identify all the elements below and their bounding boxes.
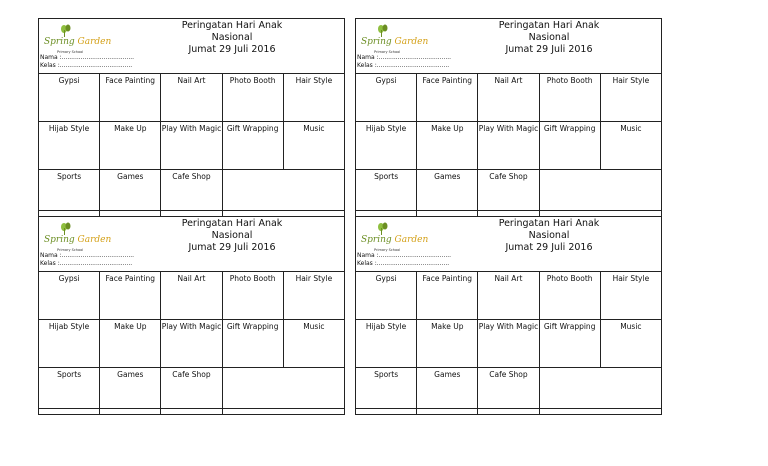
activity-cell: Gift Wrapping [222,122,283,170]
activity-cell: Nail Art [478,74,539,122]
activity-cell: Gift Wrapping [539,122,600,170]
activity-grid [355,73,662,217]
activity-cell: Hijab Style [39,320,100,368]
activity-cell: Cafe Shop [478,368,539,415]
activity-cell: Face Painting [417,272,478,320]
activity-cell: Games [100,368,161,415]
name-field: Nama :...................................... [357,252,452,259]
activity-row [356,368,662,415]
activity-cell: Play With Magic [478,320,539,368]
event-date: Jumat 29 Juli 2016 [505,242,593,253]
activity-cell: Gift Wrapping [539,320,600,368]
activity-cell: Photo Booth [539,272,600,320]
activity-cell: Gypsi [356,272,417,320]
activity-row [39,272,345,320]
brand-word-garden: Garden [394,235,429,245]
activity-row [356,320,662,368]
school-subtitle: Primary School [374,248,401,252]
activity-cell: Games [417,170,478,217]
activity-cell: Play With Magic [478,122,539,170]
event-date: Jumat 29 Juli 2016 [505,44,593,55]
activity-cell: Hijab Style [356,320,417,368]
activity-cell: Face Painting [417,74,478,122]
activity-cell [539,368,661,415]
brand-word-garden: Garden [77,37,112,47]
activity-cell: Play With Magic [161,122,222,170]
event-date: Jumat 29 Juli 2016 [188,242,276,253]
school-subtitle: Primary School [57,248,84,252]
activity-cell: Sports [39,170,100,217]
activity-cell: Photo Booth [539,74,600,122]
activity-cell: Hair Style [600,272,661,320]
logo-brand [361,37,428,47]
activity-grid [355,271,662,415]
brand-word-garden: Garden [77,235,112,245]
voucher-card [38,18,345,211]
logo-brand [44,37,111,47]
brand-word-spring: Spring [44,235,75,245]
activity-cell: Make Up [100,122,161,170]
event-title [479,20,619,56]
activity-cell: Games [417,368,478,415]
card-header [39,217,344,271]
activity-cell: Make Up [100,320,161,368]
class-field: Kelas :...................................... [357,260,450,267]
activity-row [356,170,662,217]
activity-row [356,122,662,170]
leaf-icon [42,23,72,37]
activity-cell: Make Up [417,320,478,368]
activity-cell: Sports [356,170,417,217]
activity-cell: Hair Style [600,74,661,122]
event-title [162,20,302,56]
class-field: Kelas :...................................... [40,62,133,69]
class-field: Kelas :...................................... [357,62,450,69]
activity-cell: Make Up [417,122,478,170]
activity-row [39,320,345,368]
event-date: Jumat 29 Juli 2016 [188,44,276,55]
activity-cell: Hijab Style [356,122,417,170]
activity-cell: Gypsi [39,74,100,122]
activity-cell [222,170,344,217]
logo-brand [44,235,111,245]
activity-cell: Music [283,320,344,368]
activity-cell: Gypsi [39,272,100,320]
activity-cell: Games [100,170,161,217]
activity-cell: Cafe Shop [161,170,222,217]
activity-grid [38,73,345,217]
activity-cell: Cafe Shop [478,170,539,217]
voucher-card [355,216,662,409]
activity-cell [539,170,661,217]
activity-cell: Nail Art [161,74,222,122]
logo-brand [361,235,428,245]
activity-row [356,272,662,320]
activity-grid [38,271,345,415]
activity-row [356,74,662,122]
activity-cell: Cafe Shop [161,368,222,415]
activity-cell: Music [600,122,661,170]
brand-word-spring: Spring [361,235,392,245]
event-title [162,218,302,254]
voucher-card [355,18,662,211]
event-title-line1: Peringatan Hari Anak Nasional [181,20,283,43]
activity-cell [222,368,344,415]
activity-row [39,170,345,217]
event-title [479,218,619,254]
leaf-icon [359,23,389,37]
activity-cell: Hijab Style [39,122,100,170]
leaf-icon [42,221,72,235]
activity-cell: Nail Art [161,272,222,320]
brand-word-spring: Spring [44,37,75,47]
event-title-line1: Peringatan Hari Anak Nasional [498,218,600,241]
brand-word-garden: Garden [394,37,429,47]
name-field: Nama :...................................... [40,252,135,259]
activity-cell: Hair Style [283,74,344,122]
card-header [39,19,344,73]
brand-word-spring: Spring [361,37,392,47]
activity-row [39,368,345,415]
activity-cell: Play With Magic [161,320,222,368]
activity-cell: Gift Wrapping [222,320,283,368]
activity-cell: Face Painting [100,74,161,122]
activity-cell: Face Painting [100,272,161,320]
event-title-line1: Peringatan Hari Anak Nasional [498,20,600,43]
activity-cell: Nail Art [478,272,539,320]
school-subtitle: Primary School [57,50,84,54]
activity-cell: Hair Style [283,272,344,320]
leaf-icon [359,221,389,235]
activity-row [39,74,345,122]
activity-row [39,122,345,170]
name-field: Nama :...................................... [40,54,135,61]
event-title-line1: Peringatan Hari Anak Nasional [181,218,283,241]
activity-cell: Music [600,320,661,368]
school-subtitle: Primary School [374,50,401,54]
activity-cell: Gypsi [356,74,417,122]
activity-cell: Sports [356,368,417,415]
activity-cell: Sports [39,368,100,415]
voucher-card [38,216,345,409]
activity-cell: Photo Booth [222,74,283,122]
activity-cell: Music [283,122,344,170]
card-header [356,19,661,73]
activity-cell: Photo Booth [222,272,283,320]
class-field: Kelas :...................................... [40,260,133,267]
card-header [356,217,661,271]
name-field: Nama :...................................... [357,54,452,61]
